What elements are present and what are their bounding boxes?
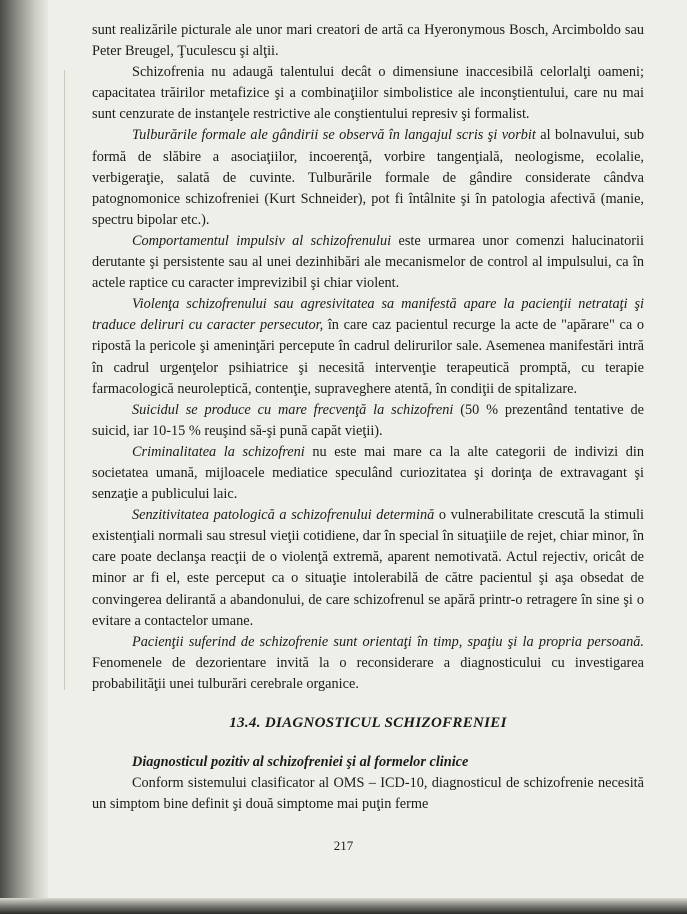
section-heading: 13.4. DIAGNOSTICUL SCHIZOFRENIEI [229, 715, 507, 731]
paragraph-9-lead: Pacienţii suferind de schizofrenie sunt orientaţi în timp, spaţiu şi la propria persoană. [132, 633, 644, 650]
paragraph-8-lead: Senzitivitatea patologică a schizofrenului determină [132, 507, 435, 524]
paragraph-4-text: este urmarea unor comenzi halucinatorii derutante şi persistente sau al unei dezinhibări ale mecanismelor de control al impulsului, ca în actele raptice cu caracter imprevizibil şi chiar violent. [92, 232, 644, 292]
paragraph-3 [92, 125, 644, 230]
paragraph-9-text: Fenomenele de dezorientare invită la o reconsiderare a diagnosticului cu investigarea probabilităţii unei tulburări cerebrale organice. [92, 654, 644, 692]
page-left-edge [0, 0, 48, 914]
paragraph-3-lead: Tulburările formale ale gândirii se observă în langajul scris şi vorbit [132, 127, 536, 144]
paragraph-7-text: nu este mai mare ca la alte categorii de indivizi din societatea umană, mijloacele mediatice speculând curiozitatea şi dorinţa de extravagant şi senzaţie a publicului laic. [92, 443, 645, 503]
margin-line [64, 70, 65, 690]
paragraph-8 [92, 505, 644, 632]
paragraph-5-lead: Violenţa schizofrenului sau agresivitatea sa manifestă apare la pacienţii netrataţi şi traduce deliruri cu caracter persecutor, [92, 296, 644, 334]
paragraph-7 [92, 442, 644, 505]
last-paragraph: Conform sistemului clasificator al OMS – ICD-10, diagnosticul de schizofrenie necesită un simptom bine definit şi două simptome mai puţin ferme [92, 775, 644, 813]
paragraph-7-lead: Criminalitatea la schizofreni [132, 443, 305, 460]
page-number: 217 [333, 838, 354, 853]
paragraph-3-text: al bolnavului, sub formă de slăbire a asociaţiilor, incoerenţă, vorbire tangenţială, neologisme, ecolalie, verbigeraţie, salată de cuvinte. Tulburările formale de gândire considerate cândva patognomonice schizofreniei (Kurt Schneider), pot fi întâlnite şi în patologia afectivă (manie, spectru bipolar etc.). [92, 127, 644, 228]
page-bottom-edge [0, 898, 687, 914]
paragraph-2: Schizofrenia nu adaugă talentului decât o dimensiune inaccesibilă celorlalţi oameni; capacitatea trăirilor metafizice şi a combinaţiilor simbolistice ale inconştientului, care nu mai sunt cenzurate de instanţele restrictive ale conştientului represiv şi formalist. [92, 64, 644, 123]
paragraph-6-lead: Suicidul se produce cu mare frecvenţă la schizofreni [132, 401, 454, 418]
paragraph-5-text: în care caz pacientul recurge la acte de "apărare" ca o ripostă la pericole şi ameninţări percepute în cadrul delirurilor sale. Asemenea manifestări intră în cadrul urgenţelor psihiatrice şi necesită intervenţie terapeutică promptă, cu terapie farmacologică neuroleptică, contenţie, supraveghere atentă, în condiţii de spitalizare. [92, 317, 645, 397]
paragraph-6 [92, 400, 644, 442]
subheading: Diagnosticul pozitiv al schizofreniei şi al formelor clinice [132, 754, 469, 771]
paragraph-4-lead: Comportamentul impulsiv al schizofrenului [132, 232, 392, 249]
paragraph-1: sunt realizările picturale ale unor mari creatori de artă ca Hyeronymous Bosch, Arcimboldo sau Peter Breugel, Ţuculescu şi alţii. [92, 22, 644, 60]
paragraph-4 [92, 231, 644, 294]
paragraph-8-text: o vulnerabilitate crescută la stimuli existenţiali normali sau stresul vieţii cotidiene, dar în special în situaţiile de rejet, chiar minor, în care poate declanşa reacţii de o violenţă extremă, aparent nemotivată. Actul rejectiv, oricât de minor ar fi el, este perceput ca o situaţie intolerabilă de către pacientul şi aşa obsedat de convingerea delirantă a abandonului, de care schizofrenul se apără printr-o retragere în sine şi o evitare a contactelor umane. [92, 507, 644, 629]
paragraph-5 [92, 294, 644, 399]
page-body [92, 20, 644, 815]
paragraph-6-text: (50 % prezentând tentative de suicid, iar 10-15 % reuşind să-şi pună capăt vieţii). [92, 401, 644, 439]
paragraph-9 [92, 632, 644, 695]
